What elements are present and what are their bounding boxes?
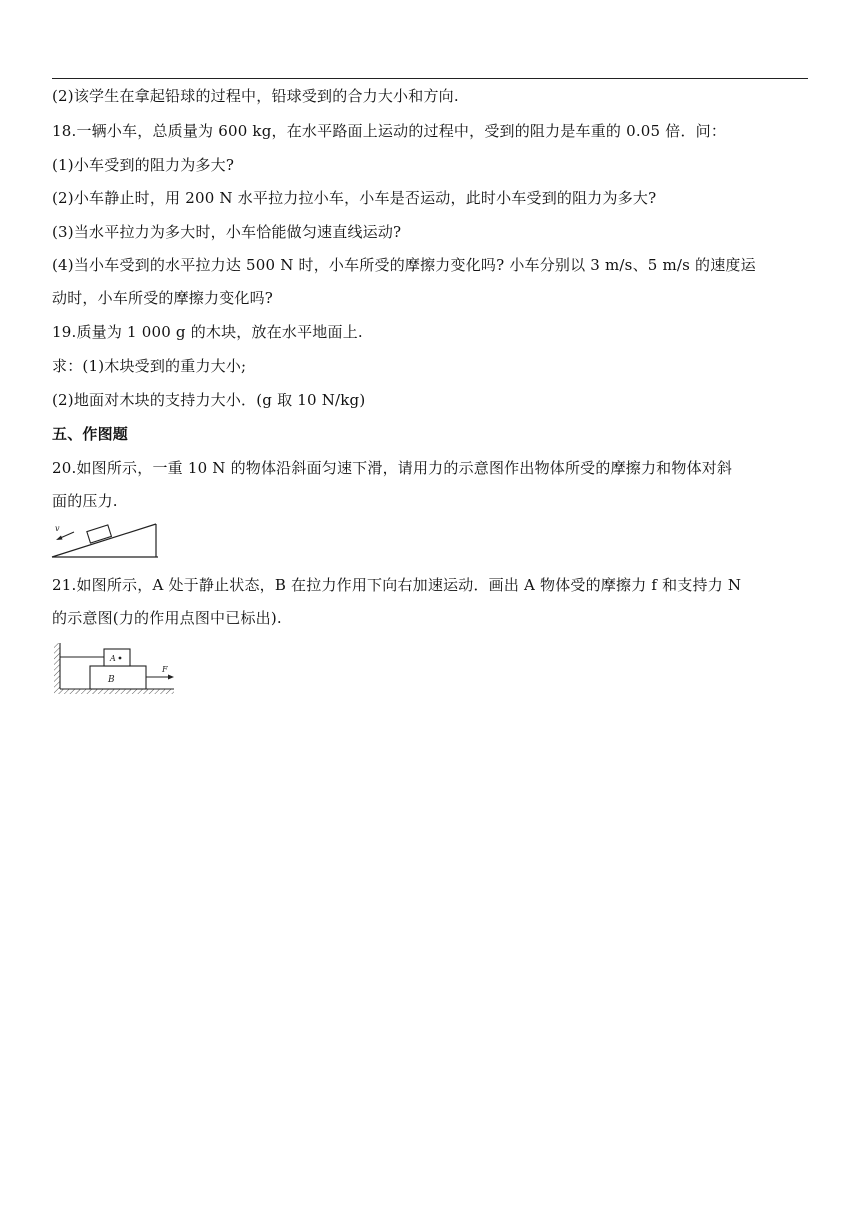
section-heading: 五、作图题 bbox=[52, 425, 129, 443]
incline-figure bbox=[50, 520, 162, 560]
q20-stem-cont: 面的压力. bbox=[52, 492, 118, 510]
force-label: F bbox=[162, 665, 168, 674]
q21-stem-cont: 的示意图(力的作用点图中已标出). bbox=[52, 609, 282, 627]
q17-part2: (2)该学生在拿起铅球的过程中，铅球受到的合力大小和方向. bbox=[52, 87, 459, 105]
block-a-label: A bbox=[110, 654, 116, 663]
q18-part4-cont: 动时，小车所受的摩擦力变化吗? bbox=[52, 289, 274, 307]
q19-stem: 19.质量为 1 000 g 的木块，放在水平地面上. bbox=[52, 323, 363, 341]
q18-stem: 18.一辆小车，总质量为 600 kg，在水平路面上运动的过程中，受到的阻力是车重的 0.05 倍．问： bbox=[52, 122, 727, 140]
velocity-label: v bbox=[55, 524, 60, 533]
block-b bbox=[90, 666, 146, 689]
q18-part3: (3)当水平拉力为多大时，小车恰能做匀速直线运动? bbox=[52, 223, 402, 241]
q19-part1: 求：(1)木块受到的重力大小; bbox=[52, 357, 247, 375]
block-a bbox=[104, 649, 130, 666]
block-b-label: B bbox=[108, 675, 115, 685]
q18-part1: (1)小车受到的阻力为多大? bbox=[52, 156, 235, 174]
q20-stem: 20.如图所示，一重 10 N 的物体沿斜面匀速下滑，请用力的示意图作出物体所受的摩擦力和物体对斜 bbox=[52, 459, 733, 477]
header-rule bbox=[52, 78, 808, 79]
q19-part2: (2)地面对木块的支持力大小．(g 取 10 N/kg) bbox=[52, 391, 366, 409]
blocks-figure bbox=[50, 640, 182, 696]
q18-part4: (4)当小车受到的水平拉力达 500 N 时，小车所受的摩擦力变化吗? 小车分别以 3 m/s、5 m/s 的速度运 bbox=[52, 256, 756, 274]
q21-stem: 21.如图所示，A 处于静止状态，B 在拉力作用下向右加速运动．画出 A 物体受的摩擦力 f 和支持力 N bbox=[52, 576, 742, 594]
incline-block bbox=[87, 525, 112, 543]
q18-part2: (2)小车静止时，用 200 N 水平拉力拉小车，小车是否运动，此时小车受到的阻力为多大? bbox=[52, 189, 657, 207]
